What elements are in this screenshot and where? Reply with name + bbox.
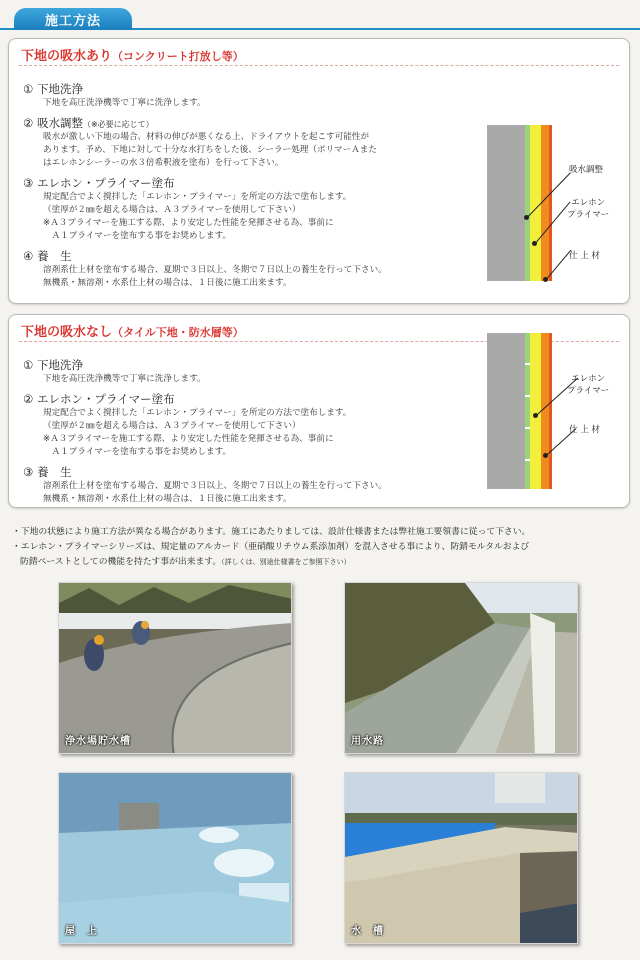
step-line: ※Ａ３プライマーを施工する際、より安定した性能を発揮させる為、事前に [43, 218, 334, 228]
panel-title-sub: （コンクリート打放し等） [112, 50, 244, 63]
step-line: ※Ａ３プライマーを施工する際、より安定した性能を発揮させる為、事前に [43, 434, 334, 444]
step-item [23, 357, 453, 386]
step-note: （※必要に応じて） [82, 120, 154, 129]
step-text [23, 480, 453, 506]
step-line: Ａ１プライマーを塗布する事をお奨めします。 [43, 231, 232, 241]
substrate-layer [487, 333, 525, 489]
step-line: （塗厚が２㎜を超える場合は、Ａ３プライマーを使用して下さい） [43, 205, 301, 215]
step-item [23, 391, 453, 459]
label-primer-line: プライマー [567, 386, 610, 396]
step-heading: ① 下地洗浄 [23, 82, 83, 96]
step-text [23, 407, 453, 459]
photo-water-tank-image [345, 773, 578, 944]
panel-title-sub: （タイル下地・防水層等） [112, 326, 244, 339]
step-line: Ａ１プライマーを塗布する事をお奨めします。 [43, 447, 232, 457]
note-line: ・下地の状態により施工方法が異なる場合があります。施工にあたりましては、設計仕様書または弊社施工要領書に従って下さい。 [12, 527, 531, 537]
note-text: 防錆ペーストとしての機能を持たす事が出来ます。 [20, 557, 222, 567]
method-panel-non-absorbent [8, 314, 630, 508]
panel-divider [19, 65, 619, 66]
step-text [23, 373, 453, 386]
panel-title [21, 321, 244, 340]
label-primer [567, 373, 609, 397]
photo-rooftop-image [59, 773, 292, 944]
panel-title [21, 45, 244, 64]
finish-layer-edge [549, 125, 552, 281]
photo-water-tank [344, 772, 578, 944]
panel-title-main: 下地の吸水なし [21, 325, 113, 340]
step-text [23, 97, 453, 110]
step-heading: ④ 養 生 [23, 249, 72, 263]
photo-caption: 水 槽 [351, 926, 384, 937]
step-line: あります。予め、下地に対して十分な水打ちをした後、シーラー処理（ポリマーＡまた [43, 145, 377, 155]
step-line: 下地を高圧洗浄機等で丁寧に洗浄します。 [43, 374, 206, 384]
step-list [23, 73, 453, 295]
label-primer-line: エレホン [571, 374, 606, 384]
label-primer [567, 197, 609, 221]
label-primer-line: プライマー [567, 210, 610, 220]
photo-caption: 屋 上 [65, 926, 98, 937]
step-text [23, 191, 453, 243]
note-line [12, 555, 628, 570]
layer-diagram [487, 333, 617, 503]
step-item [23, 175, 453, 243]
section-header-bar [0, 8, 640, 30]
step-text [23, 264, 453, 290]
general-notes [12, 525, 628, 570]
step-line: 規定配合でよく撹拌した「エレホン・プライマー」を所定の方法で塗布します。 [43, 408, 352, 418]
step-line: はエレホンシーラーの水３倍希釈液を塗布）を行って下さい。 [43, 158, 284, 168]
step-text [23, 131, 453, 170]
step-heading [23, 115, 453, 131]
finish-layer [541, 125, 549, 281]
step-line: 無機系・無溶剤・水系仕上材の場合は、１日後に施工出来ます。 [43, 494, 292, 504]
step-line: 無機系・無溶剤・水系仕上材の場合は、１日後に施工出来ます。 [43, 278, 292, 288]
substrate-layer [487, 125, 525, 281]
step-line: 規定配合でよく撹拌した「エレホン・プライマー」を所定の方法で塗布します。 [43, 192, 352, 202]
step-heading: ③ エレホン・プライマー塗布 [23, 176, 175, 190]
step-line: 溶剤系仕上材を塗布する場合、夏期で３日以上、冬期で７日以上の養生を行って下さい。 [43, 481, 387, 491]
photo-irrigation-channel [344, 582, 578, 754]
step-line: （塗厚が２㎜を超える場合は、Ａ３プライマーを使用して下さい） [43, 421, 301, 431]
label-finish: 仕 上 材 [569, 425, 600, 435]
step-item [23, 464, 453, 506]
step-item [23, 115, 453, 170]
step-line: 溶剤系仕上材を塗布する場合、夏期で３日以上、冬期で７日以上の養生を行って下さい。 [43, 265, 387, 275]
step-heading: ① 下地洗浄 [23, 358, 83, 372]
photo-purification-tank-image [59, 583, 292, 754]
photo-caption: 用水路 [351, 736, 384, 747]
layer-diagram [487, 125, 617, 295]
finish-layer-edge [549, 333, 552, 489]
step-heading-text: ② 吸水調整 [23, 116, 83, 130]
method-panel-absorbent [8, 38, 630, 304]
section-header-title: 施工方法 [14, 8, 132, 30]
note-reference: （詳しくは、別途仕様書をご参照下さい） [221, 558, 351, 566]
finish-layer [541, 333, 549, 489]
photo-caption: 浄水場貯水槽 [65, 736, 131, 747]
label-sealer: 吸水調整 [569, 165, 604, 175]
note-line: ・エレホン・プライマーシリーズは、規定量のアルカード（亜硝酸リチウム系添加剤）を混入させる事により、防錆モルタルおよび [12, 542, 530, 552]
step-line: 下地を高圧洗浄機等で丁寧に洗浄します。 [43, 98, 206, 108]
step-item [23, 248, 453, 290]
photo-irrigation-channel-image [345, 583, 578, 754]
step-heading: ③ 養 生 [23, 465, 72, 479]
label-primer-line: エレホン [571, 198, 606, 208]
step-heading: ② エレホン・プライマー塗布 [23, 392, 175, 406]
panel-title-main: 下地の吸水あり [21, 49, 113, 64]
step-item [23, 81, 453, 110]
step-list [23, 349, 453, 511]
photo-purification-tank [58, 582, 292, 754]
photo-rooftop [58, 772, 292, 944]
step-line: 吸水が激しい下地の場合、材料の伸びが悪くなる上、ドライアウトを起こす可能性が [43, 132, 370, 142]
label-finish: 仕 上 材 [569, 251, 600, 261]
